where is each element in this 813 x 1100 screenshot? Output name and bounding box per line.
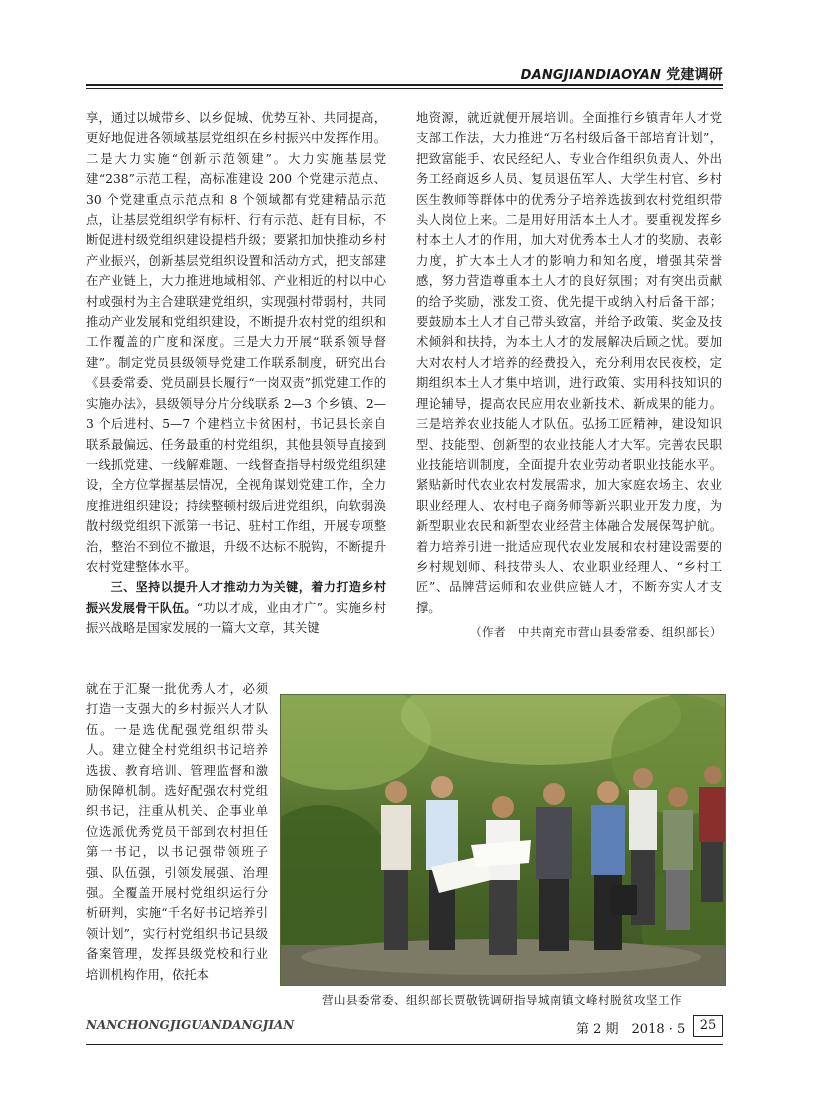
- running-head-title: 党建调研: [666, 67, 723, 83]
- section-lead: “功以才成，业由才广”。实施乡村振兴战略是国家发展的一篇大文章，其关键: [86, 600, 386, 636]
- running-head: [521, 64, 723, 84]
- header-rule-thin: [86, 88, 723, 89]
- field-visit-photo: [280, 694, 726, 986]
- header-rule: [86, 84, 723, 86]
- author-byline: （作者 中共南充市营山县委常委、组织部长）: [470, 625, 722, 640]
- footer-journal-name: NANCHONGJIGUANDANGJIAN: [86, 1018, 295, 1032]
- page-number: 25: [693, 1015, 723, 1037]
- section-three-paragraph: [86, 577, 386, 638]
- left-column: [86, 108, 386, 639]
- footer-rule: [86, 1044, 723, 1045]
- running-head-latin: DANGJIANDIAOYAN: [520, 68, 662, 83]
- paragraph: 享，通过以城带乡、以乡促城、优势互补、共同提高，更好地促进各领域基层党组织在乡村振兴中发挥作用。二是大力实施“创新示范领建”。大力实施基层党建“238”示范工程，高标准建设 200 个党建示范点、30 个党建重点示范点和 8 个领域都有党建精品示范点，让基层党组织学有标杆、行有示范、赶有目标，不断促进村级党组织建设提档升级；要紧扣加快推动乡村产业振兴，创新基层党组织设置和活动方式，把支部建在产业链上，大力推进地域相邻、产业相近的村以中心村或强村为主合建联建党组织，实现强村带弱村，共同推动产业发展和党组织建设，不断提升农村党的组织和工作覆盖的广度和深度。三是大力开展“联系领导督建”。制定党员县级领导党建工作联系制度，研究出台《县委常委、党员副县长履行“一岗双责”抓党建工作的实施办法》，县级领导分片分线联系 2—3 个乡镇、2—3 个后进村、5—7 个建档立卡贫困村，书记县长亲自联系最偏远、任务最重的村党组织，其他县领导直接到一线抓党建、一线解难题、一线督查指导村级党组织建设，全方位掌握基层情况，全视角谋划党建工作，全力度推进组织建设；持续整顿村级后进党组织，向软弱涣散村级党组织下派第一书记、驻村工作组，开展专项整治，整治不到位不撤退，升级不达标不脱钩，不断提升农村党建整体水平。: [86, 111, 386, 574]
- right-column: [416, 108, 722, 643]
- person: [381, 781, 411, 950]
- section-heading: 三、坚持以提升人才推动力为关键，着力打造乡村振兴发展骨干队伍。: [86, 580, 386, 615]
- paragraph: 地资源，就近就便开展培训。全面推行乡镇青年人才党支部工作法，大力推进“万名村级后备干部培育计划”，把致富能手、农民经纪人、专业合作组织负责人、外出务工经商返乡人员、复员退伍军人、大学生村官、乡村医生教师等群体中的优秀分子培养选拔到农村党组织带头人岗位上来。二是用好用活本土人才。要重视发挥乡村本土人才的作用，加大对优秀本土人才的奖励、表彰力度，扩大本土人才的影响力和知名度，增强其荣誉感，努力营造尊重本土人才的良好氛围；对有突出贡献的给予奖励，涨发工资、优先提干或纳入村后备干部；要鼓励本土人才自己带头致富，并给予政策、奖金及技术倾斜和扶持，为本土人才的发展解决后顾之忧。要加大对农村人才培养的经费投入，充分利用农民夜校，定期组织本土人才集中培训，进行政策、实用科技知识的理论辅导，提高农民应用农业新技术、新成果的能力。三是培养农业技能人才队伍。弘扬工匠精神，建设知识型、技能型、创新型的农业技能人才大军。完善农民职业技能培训制度，全面提升农业劳动者职业技能水平。紧贴新时代农业农村发展需求，加大家庭农场主、农业职业经理人、农村电子商务师等新兴职业开发力度，为新型职业农民和新型农业经营主体融合发展保驾护航。着力培养引进一批适应现代农业发展和农村建设需要的乡村规划师、科技带头人、农业职业经理人、“乡村工匠”、品牌营运师和农业供应链人才，不断夯实人才支撑。: [416, 111, 722, 615]
- person: [536, 783, 572, 951]
- left-column-wrapped: [86, 679, 268, 985]
- paragraph: 就在于汇聚一批优秀人才，必须打造一支强大的乡村振兴人才队伍。一是选优配强党组织带头人。建立健全村党组织书记培养选拔、教育培训、管理监督和激励保障机制。选好配强农村党组织书记，注重从机关、企事业单位选派优秀党员干部到农村担任第一书记，以书记强带领班子强、队伍强，引领发展强、治理强。全覆盖开展村党组织运行分析研判，实施“千名好书记培养引领计划”，实行村党组织书记县级备案管理，发挥县级党校和行业培训机构作用，依托本: [86, 682, 268, 982]
- footer-issue: 第 2 期 2018 · 5: [576, 1022, 686, 1037]
- photo-caption: 营山县委常委、组织部长贾敬铣调研指导城南镇文峰村脱贫攻坚工作: [322, 993, 682, 1007]
- person: [591, 781, 625, 950]
